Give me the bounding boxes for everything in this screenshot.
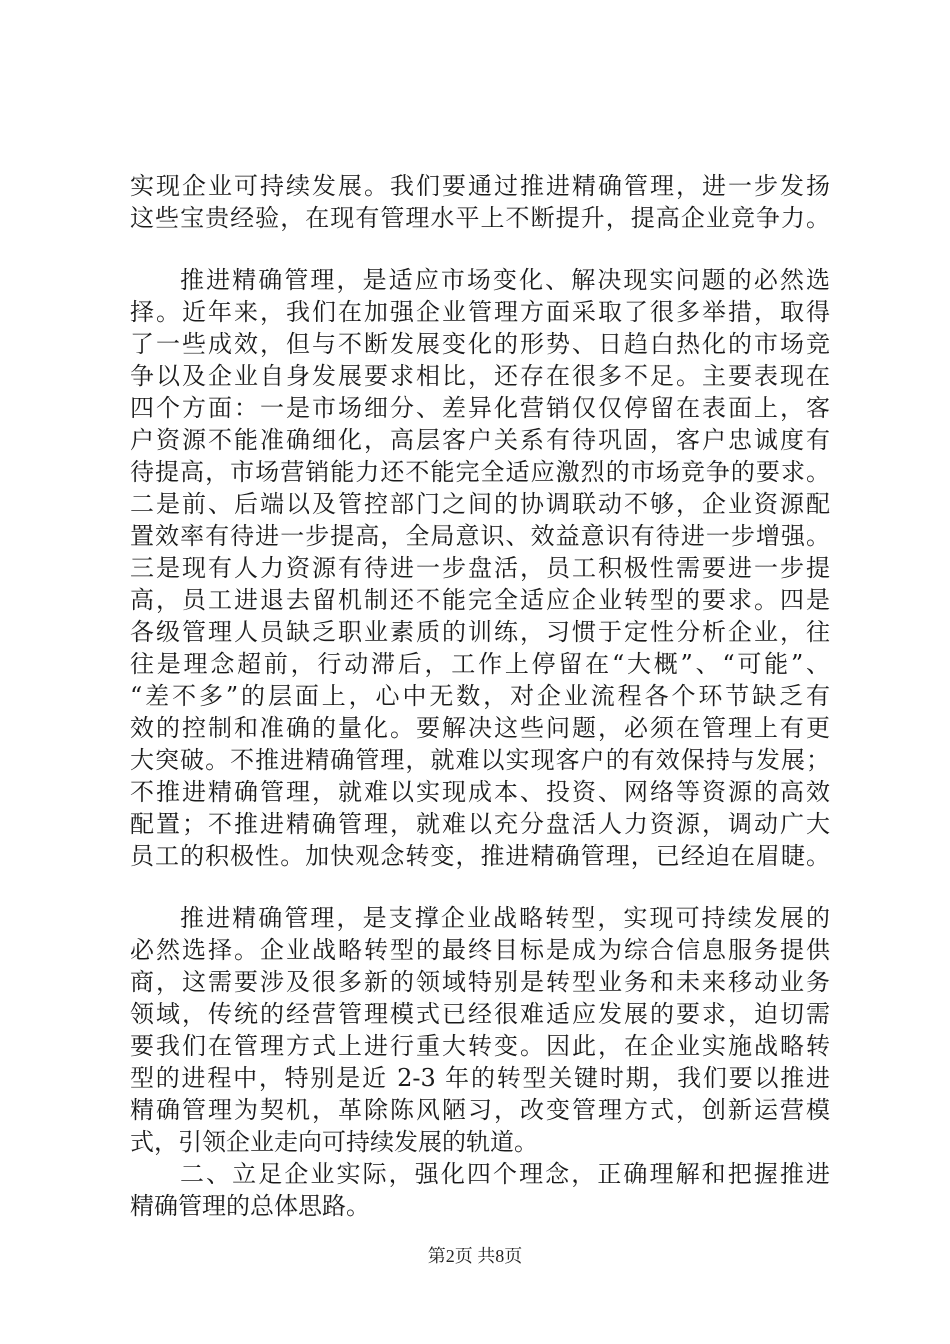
text-line: 配置；不推进精确管理，就难以充分盘活人力资源，调动广大 (130, 810, 830, 838)
text-line: 三是现有人力资源有待进一步盘活，员工积极性需要进一步提 (130, 554, 830, 582)
text-line: 高，员工进退去留机制还不能完全适应企业转型的要求。四是 (130, 586, 830, 614)
text-line: 大突破。不推进精确管理，就难以实现客户的有效保持与发展； (130, 746, 830, 774)
text-line: 了一些成效，但与不断发展变化的形势、日趋白热化的市场竞 (130, 330, 830, 358)
text-line: 各级管理人员缺乏职业素质的训练，习惯于定性分析企业，往 (130, 618, 830, 646)
paragraph-gap (130, 872, 830, 902)
paragraph-4 (130, 1158, 830, 1222)
text-line: 不推进精确管理，就难以实现成本、投资、网络等资源的高效 (130, 778, 830, 806)
text-line: 式，引领企业走向可持续发展的轨道。 (130, 1128, 538, 1156)
paragraph-3 (130, 902, 830, 1158)
text-line: 要我们在管理方式上进行重大转变。因此，在企业实施战略转 (130, 1032, 830, 1060)
text-line: 推进精确管理，是适应市场变化、解决现实问题的必然选 (180, 266, 830, 294)
text-line: 商，这需要涉及很多新的领域特别是转型业务和未来移动业务 (130, 968, 830, 996)
text-line: 精确管理为契机，革除陈风陋习，改变管理方式，创新运营模 (130, 1096, 830, 1124)
text-line: 户资源不能准确细化，高层客户关系有待巩固，客户忠诚度有 (130, 426, 830, 454)
text-line: 推进精确管理，是支撑企业战略转型，实现可持续发展的 (180, 904, 830, 932)
text-line: 精确管理的总体思路。 (130, 1192, 370, 1220)
text-line: 往是理念超前，行动滞后，工作上停留在“大概”、“可能”、 (130, 650, 830, 678)
text-line: 必然选择。企业战略转型的最终目标是成为综合信息服务提供 (130, 936, 830, 964)
text-line: 二、立足企业实际，强化四个理念，正确理解和把握推进 (180, 1160, 830, 1188)
text-line: 争以及企业自身发展要求相比，还存在很多不足。主要表现在 (130, 362, 830, 390)
paragraph-1 (130, 170, 830, 234)
paragraph-2 (130, 264, 830, 872)
text-line: 择。近年来，我们在加强企业管理方面采取了很多举措，取得 (130, 298, 830, 326)
text-line: 员工的积极性。加快观念转变，推进精确管理，已经迫在眉睫。 (130, 842, 830, 870)
text-line: 效的控制和准确的量化。要解决这些问题，必须在管理上有更 (130, 714, 830, 742)
text-line: 置效率有待进一步提高，全局意识、效益意识有待进一步增强。 (130, 522, 830, 550)
page-number-footer: 第2页 共8页 (427, 1246, 523, 1266)
text-line: “差不多”的层面上，心中无数，对企业流程各个环节缺乏有 (130, 682, 830, 710)
text-line: 二是前、后端以及管控部门之间的协调联动不够，企业资源配 (130, 490, 830, 518)
paragraph-gap (130, 234, 830, 264)
text-line: 四个方面：一是市场细分、差异化营销仅仅停留在表面上，客 (130, 394, 830, 422)
text-line: 待提高，市场营销能力还不能完全适应激烈的市场竞争的要求。 (130, 458, 830, 486)
text-line: 型的进程中，特别是近 2-3 年的转型关键时期，我们要以推进 (130, 1064, 830, 1092)
text-line: 实现企业可持续发展。我们要通过推进精确管理，进一步发扬 (130, 172, 830, 200)
text-line: 领域，传统的经营管理模式已经很难适应发展的要求，迫切需 (130, 1000, 830, 1028)
document-body (130, 170, 830, 1222)
text-line: 这些宝贵经验，在现有管理水平上不断提升，提高企业竞争力。 (130, 204, 830, 232)
